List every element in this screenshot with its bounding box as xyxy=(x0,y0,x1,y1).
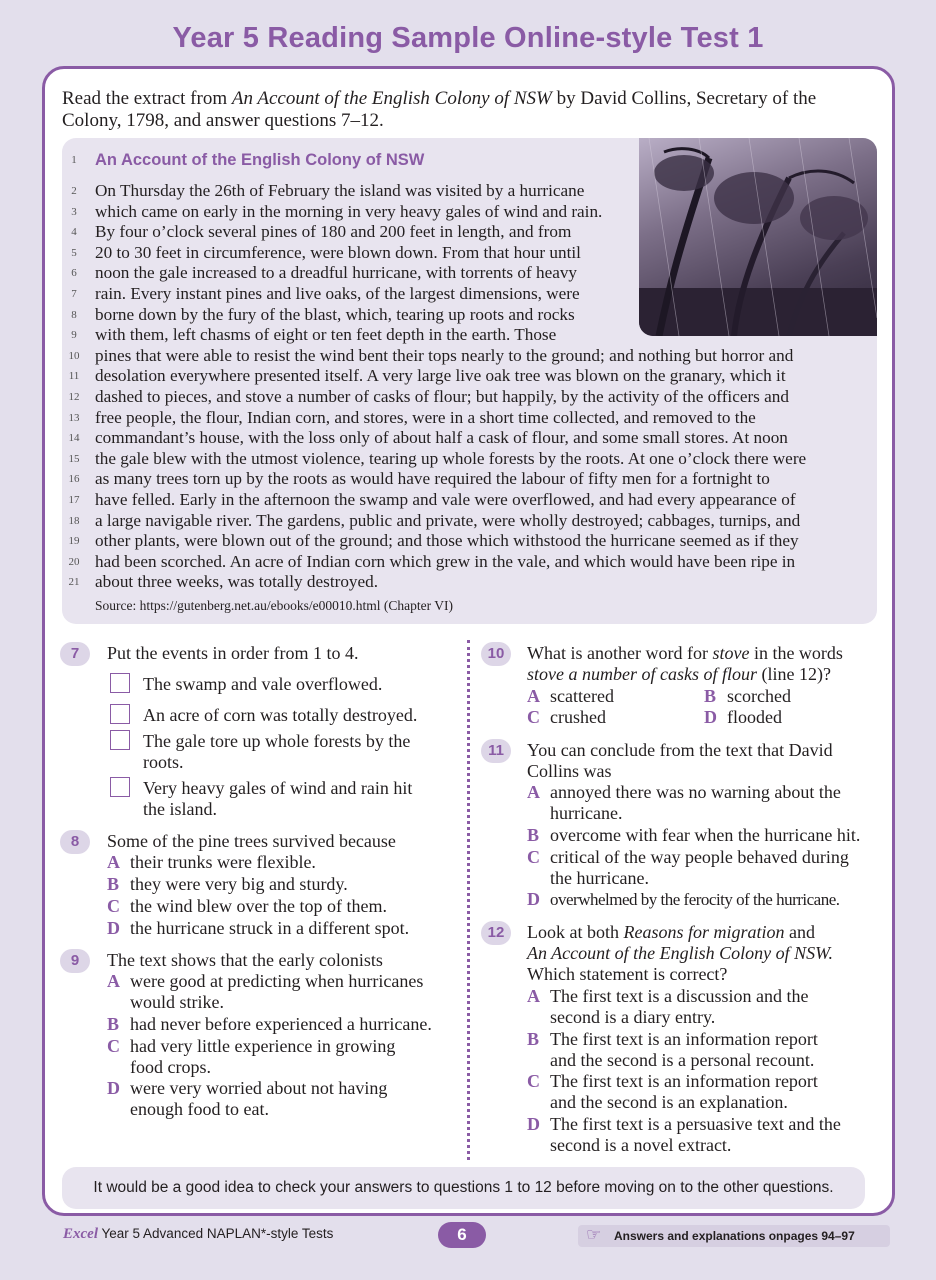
extract-line xyxy=(62,222,877,243)
q8-option-b[interactable]: B they were very big and sturdy. xyxy=(107,874,348,894)
extract-line xyxy=(62,202,877,223)
line-number: 21 xyxy=(68,576,80,589)
q8-option-d[interactable]: D the hurricane struck in a different spot. xyxy=(107,918,410,938)
question-12-text: Look at both Reasons for migration and An Account of the English Colony of NSW. Which statement is correct? xyxy=(527,922,833,984)
line-number: 6 xyxy=(71,267,77,280)
line-text: with them, left chasms of eight or ten feet depth in the earth. Those xyxy=(95,325,557,345)
line-number: 12 xyxy=(68,391,80,403)
question-7-number: 7 xyxy=(60,642,90,666)
line-text: commandant’s house, with the loss only of about half a cask of flour, and some small stores. At noon xyxy=(95,428,788,448)
line-text: dashed to pieces, and stove a number of casks of flour; but happily, by the activity of the officers and xyxy=(95,387,789,406)
line-text: other plants, were blown out of the ground; and those which withstood the hurricane seemed as if they xyxy=(95,531,799,551)
question-12-number: 12 xyxy=(481,921,511,945)
extract-line xyxy=(62,552,877,573)
q10-option-c[interactable]: C crushed xyxy=(527,707,606,727)
line-text: the gale blew with the utmost violence, tearing up whole forests by the roots. At one o’clock there were xyxy=(95,448,807,468)
line-number: 20 xyxy=(68,555,80,568)
line-number: 10 xyxy=(68,349,80,362)
line-text: which came on early in the morning in very heavy gales of wind and rain. xyxy=(95,201,603,221)
extract-line xyxy=(62,284,877,305)
intro-text xyxy=(62,88,880,132)
q11-option-c[interactable]: C critical of the way people behaved during the hurricane. xyxy=(527,847,849,888)
line-text: have felled. Early in the afternoon the swamp and vale were overflowed, and had every appearance of xyxy=(95,490,796,509)
q11-option-d[interactable]: D overwhelmed by the ferocity of the hurricane. xyxy=(527,889,840,909)
q9-option-d[interactable]: D were very worried about not having enough food to eat. xyxy=(107,1078,388,1119)
line-text: On Thursday the 26th of February the island was visited by a hurricane xyxy=(95,181,585,200)
intro-after: by David Collins, Secretary of the xyxy=(551,88,817,109)
line-number: 5 xyxy=(71,246,77,259)
q10-option-a[interactable]: A scattered xyxy=(527,686,614,706)
q7-item-3: The gale tore up whole forests by the roots. xyxy=(143,731,411,772)
extract-line xyxy=(62,469,877,490)
line-text: a large navigable river. The gardens, public and private, were wholly destroyed; cabbages, turnips, and xyxy=(95,510,801,530)
question-9-text: The text shows that the early colonists xyxy=(107,950,383,970)
extract-line xyxy=(62,531,877,552)
answers-text: Answers and explanations onpages 94–97 xyxy=(614,1229,855,1243)
pointing-hand-icon: ☞ xyxy=(586,1225,602,1244)
line-number: 16 xyxy=(68,473,80,486)
q7-item-4: Very heavy gales of wind and rain hit the island. xyxy=(143,778,413,819)
question-9-number: 9 xyxy=(60,949,90,973)
extract-line xyxy=(62,366,877,387)
line-text: noon the gale increased to a dreadful hurricane, with torrents of heavy xyxy=(95,263,578,283)
line-text: desolation everywhere presented itself. A very large live oak tree was blown on the granary, which it xyxy=(95,366,786,386)
q9-option-c[interactable]: C had very little experience in growing food crops. xyxy=(107,1036,396,1077)
reminder-note: It would be a good idea to check your answers to questions 1 to 12 before moving on to the other questions. xyxy=(62,1167,865,1209)
question-11-number: 11 xyxy=(481,739,511,763)
series-title: Year 5 Advanced NAPLAN*-style Tests xyxy=(98,1226,334,1241)
q12-option-b[interactable]: B The first text is an information report and the second is a personal recount. xyxy=(527,1029,818,1070)
extract-line xyxy=(62,428,877,449)
q7-checkbox-2[interactable] xyxy=(110,704,130,724)
question-8-number: 8 xyxy=(60,830,90,854)
q11-option-a[interactable]: A annoyed there was no warning about the hurricane. xyxy=(527,782,841,823)
extract-line xyxy=(62,325,877,346)
extract-line xyxy=(62,243,877,264)
extract-line xyxy=(62,305,877,326)
answers-reference xyxy=(578,1225,890,1247)
column-divider xyxy=(467,640,470,1160)
q12-option-a[interactable]: A The first text is a discussion and the second is a diary entry. xyxy=(527,986,809,1027)
line-number: 19 xyxy=(68,535,80,548)
extract-line xyxy=(62,181,877,202)
q12-option-d[interactable]: D The first text is a persuasive text and the second is a novel extract. xyxy=(527,1114,841,1155)
q10-option-b[interactable]: B scorched xyxy=(704,686,791,706)
line-text: borne down by the fury of the blast, which, tearing up roots and rocks xyxy=(95,304,575,324)
line-number: 1 xyxy=(71,154,77,166)
line-text: rain. Every instant pines and live oaks, of the largest dimensions, were xyxy=(95,284,580,303)
extract-line xyxy=(62,408,877,429)
line-number: 15 xyxy=(68,452,80,465)
page-number: 6 xyxy=(438,1222,486,1248)
question-10-text: What is another word for stove in the words stove a number of casks of flour (line 12)? xyxy=(527,643,843,684)
extract-line xyxy=(62,449,877,470)
page-title: Year 5 Reading Sample Online-style Test 1 xyxy=(172,22,764,54)
line-number: 17 xyxy=(68,494,80,506)
question-10-number: 10 xyxy=(481,642,511,666)
footer-series xyxy=(63,1226,333,1243)
extract-heading: An Account of the English Colony of NSW xyxy=(95,151,425,169)
extract-line xyxy=(62,387,877,408)
extract-line xyxy=(62,490,877,511)
extract-line xyxy=(62,263,877,284)
line-text: free people, the flour, Indian corn, and stores, were in a short time collected, and removed to the xyxy=(95,407,756,427)
q7-checkbox-4[interactable] xyxy=(110,777,130,797)
question-11-text: You can conclude from the text that David Collins was xyxy=(527,740,833,781)
extract-line xyxy=(62,150,877,171)
line-number: 3 xyxy=(71,205,77,218)
line-text: By four o’clock several pines of 180 and 200 feet in length, and from xyxy=(95,222,572,242)
line-number: 18 xyxy=(68,514,80,527)
line-text: 20 to 30 feet in circumference, were blown down. From that hour until xyxy=(95,242,581,262)
line-number: 7 xyxy=(71,288,77,300)
intro-book-title: An Account of the English Colony of NSW xyxy=(231,88,552,109)
q12-option-c[interactable]: C The first text is an information report and the second is an explanation. xyxy=(527,1071,818,1112)
question-8-text: Some of the pine trees survived because xyxy=(107,831,396,851)
line-number: 8 xyxy=(71,308,77,321)
line-number: 2 xyxy=(71,185,77,197)
intro-before: Read the extract from xyxy=(62,88,232,109)
line-number: 4 xyxy=(71,226,77,239)
line-number: 9 xyxy=(71,329,77,342)
q7-checkbox-3[interactable] xyxy=(110,730,130,750)
q7-checkbox-1[interactable] xyxy=(110,673,130,693)
q9-option-a[interactable]: A were good at predicting when hurricanes would strike. xyxy=(107,971,424,1012)
extract-line xyxy=(62,572,877,593)
line-text: pines that were able to resist the wind bent their tops nearly to the ground; and nothing but horror and xyxy=(95,345,794,365)
intro-line2: Colony, 1798, and answer questions 7–12. xyxy=(62,110,384,131)
brand-logo: Excel xyxy=(63,1226,98,1242)
q8-option-a[interactable]: A their trunks were flexible. xyxy=(107,852,316,872)
q7-item-2: An acre of corn was totally destroyed. xyxy=(143,705,418,725)
extract-line xyxy=(62,346,877,367)
extract-line xyxy=(62,511,877,532)
line-text: about three weeks, was totally destroyed. xyxy=(95,572,379,592)
source-citation: Source: https://gutenberg.net.au/ebooks/e00010.html (Chapter VI) xyxy=(95,598,453,613)
line-number: 11 xyxy=(68,370,80,383)
line-text: had been scorched. An acre of Indian corn which grew in the vale, and which would have been ripe in xyxy=(95,551,796,571)
q7-item-1: The swamp and vale overflowed. xyxy=(143,674,383,694)
line-text: as many trees torn up by the roots as would have required the labour of fifty men for a fortnight to xyxy=(95,469,770,489)
line-number: 13 xyxy=(68,411,80,424)
q9-option-b[interactable]: B had never before experienced a hurricane. xyxy=(107,1014,432,1034)
q10-option-d[interactable]: D flooded xyxy=(704,707,782,727)
q8-option-c[interactable]: C the wind blew over the top of them. xyxy=(107,896,387,916)
line-number: 14 xyxy=(68,432,80,445)
q11-option-b[interactable]: B overcome with fear when the hurricane hit. xyxy=(527,825,861,845)
question-7-text: Put the events in order from 1 to 4. xyxy=(107,643,359,663)
